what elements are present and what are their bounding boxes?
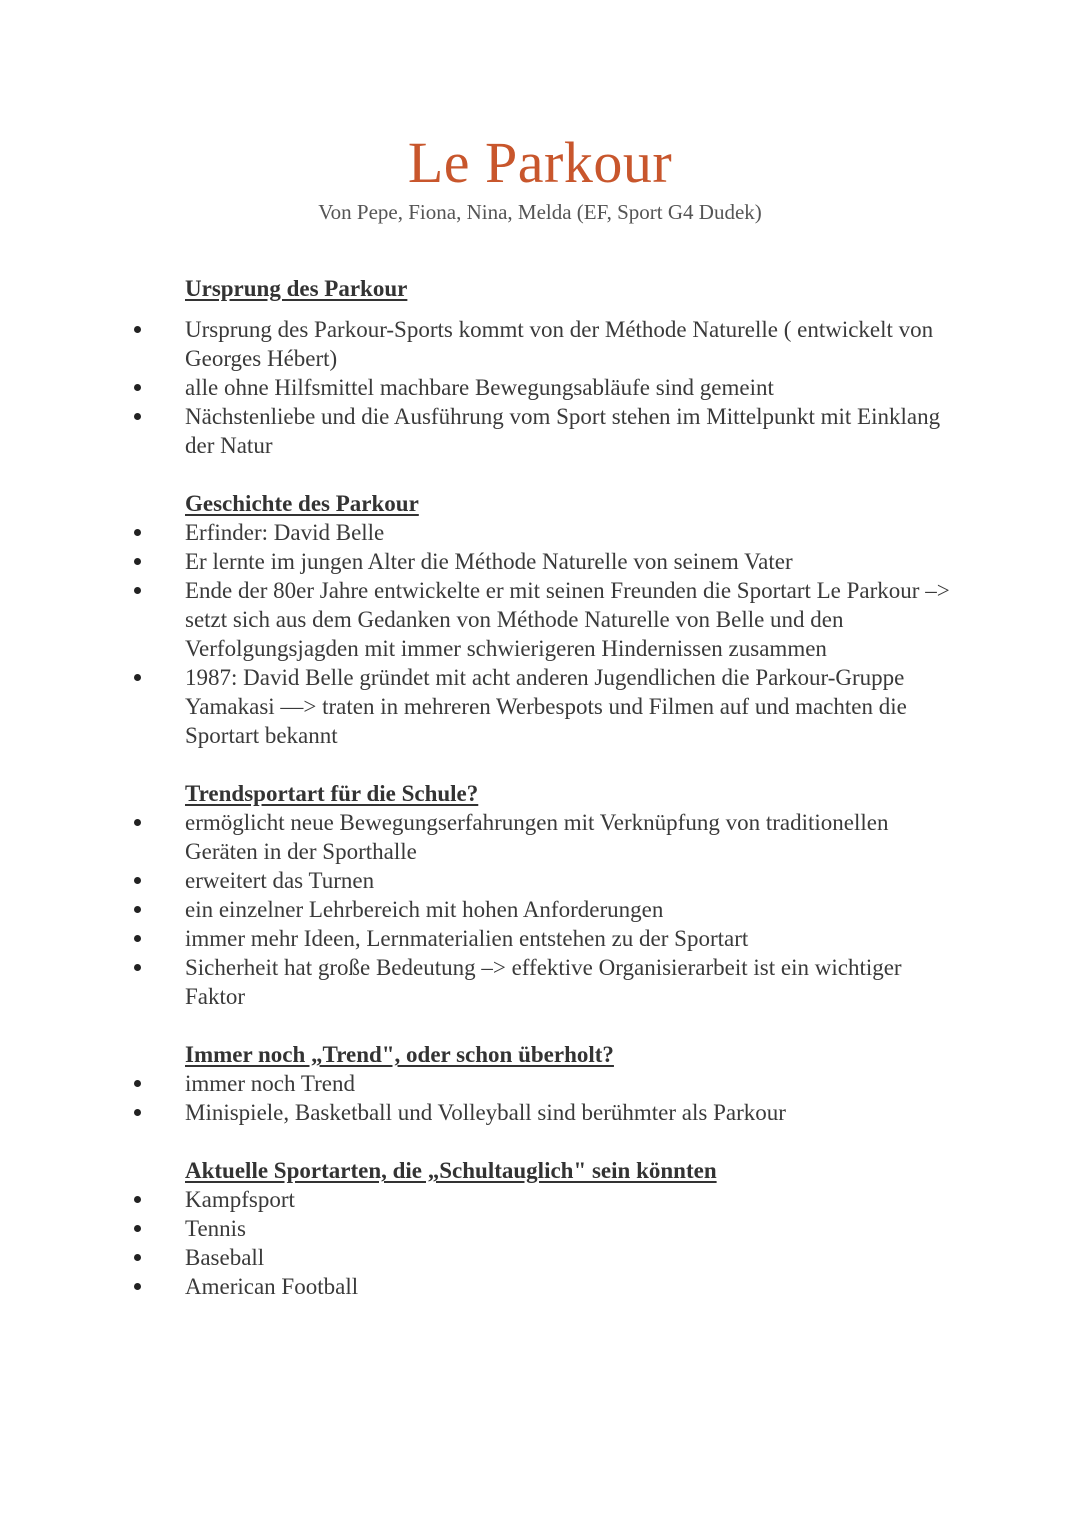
list-item-text: Ende der 80er Jahre entwickelte er mit seinen Freunden die Sportart Le Parkour –> setzt sich aus dem Gedanken von Méthode Naturelle von Belle und den Verfolgungsjagden mit immer schwierigeren Hindernissen zusammen [185, 578, 950, 661]
list-item-text: Erfinder: David Belle [185, 520, 385, 545]
bullet-icon [134, 877, 141, 884]
section-ursprung [0, 274, 1080, 460]
list-item-text: ermöglicht neue Bewegungserfahrungen mit Verknüpfung von traditionellen Geräten in der Sporthalle [185, 810, 889, 864]
list-item [0, 953, 1080, 1011]
section-trendsportart [0, 779, 1080, 1011]
bullet-icon [134, 558, 141, 565]
bullet-icon [134, 384, 141, 391]
list-item [0, 1214, 1080, 1243]
list-item [0, 663, 1080, 750]
list-item-text: alle ohne Hilfsmittel machbare Bewegungsabläufe sind gemeint [185, 375, 774, 400]
list-item [0, 518, 1080, 547]
list-item [0, 1069, 1080, 1098]
list-item-text: ein einzelner Lehrbereich mit hohen Anforderungen [185, 897, 664, 922]
list-item-text: Minispiele, Basketball und Volleyball sind berühmter als Parkour [185, 1100, 786, 1125]
section-aktuelle-sportarten [0, 1156, 1080, 1301]
bullet-list [0, 315, 1080, 460]
list-item-text: Er lernte im jungen Alter die Méthode Naturelle von seinem Vater [185, 549, 793, 574]
section-immer-noch-trend [0, 1040, 1080, 1127]
list-item-text: 1987: David Belle gründet mit acht anderen Jugendlichen die Parkour-Gruppe Yamakasi —> traten in mehreren Werbespots und Filmen auf und machten die Sportart bekannt [185, 665, 907, 748]
list-item [0, 1272, 1080, 1301]
list-item-text: Baseball [185, 1245, 265, 1270]
list-item-text: Ursprung des Parkour-Sports kommt von der Méthode Naturelle ( entwickelt von Georges Hébert) [185, 317, 934, 371]
bullet-icon [134, 1283, 141, 1290]
list-item [0, 402, 1080, 460]
section-geschichte [0, 489, 1080, 750]
list-item-text: American Football [185, 1274, 359, 1299]
bullet-icon [134, 529, 141, 536]
bullet-icon [134, 674, 141, 681]
list-item [0, 315, 1080, 373]
bullet-list [0, 1185, 1080, 1301]
list-item [0, 1185, 1080, 1214]
bullet-icon [134, 935, 141, 942]
bullet-list [0, 1069, 1080, 1127]
bullet-icon [134, 587, 141, 594]
section-heading: Trendsportart für die Schule? [185, 781, 479, 806]
list-item-text: Nächstenliebe und die Ausführung vom Sport stehen im Mittelpunkt mit Einklang der Natur [185, 404, 941, 458]
section-heading: Geschichte des Parkour [185, 491, 419, 516]
page-title: Le Parkour [407, 130, 673, 195]
bullet-icon [134, 1080, 141, 1087]
list-item-text: immer noch Trend [185, 1071, 355, 1096]
list-item [0, 1243, 1080, 1272]
bullet-icon [134, 1109, 141, 1116]
list-item-text: Tennis [185, 1216, 246, 1241]
page-subtitle: Von Pepe, Fiona, Nina, Melda (EF, Sport G4 Dudek) [318, 200, 762, 224]
section-heading: Aktuelle Sportarten, die „Schultauglich" sein könnten [185, 1158, 717, 1183]
list-item-text: Kampfsport [185, 1187, 295, 1212]
list-item [0, 1098, 1080, 1127]
list-item [0, 924, 1080, 953]
list-item-text: erweitert das Turnen [185, 868, 375, 893]
bullet-list [0, 518, 1080, 750]
list-item [0, 547, 1080, 576]
bullet-list [0, 808, 1080, 1011]
bullet-icon [134, 1254, 141, 1261]
list-item-text: Sicherheit hat große Bedeutung –> effektive Organisierarbeit ist ein wichtiger Faktor [185, 955, 902, 1009]
list-item [0, 576, 1080, 663]
list-item [0, 866, 1080, 895]
section-heading: Ursprung des Parkour [185, 276, 408, 301]
bullet-icon [134, 1225, 141, 1232]
list-item-text: immer mehr Ideen, Lernmaterialien entstehen zu der Sportart [185, 926, 749, 951]
bullet-icon [134, 413, 141, 420]
bullet-icon [134, 326, 141, 333]
bullet-icon [134, 906, 141, 913]
document-content [0, 274, 1080, 1330]
bullet-icon [134, 1196, 141, 1203]
list-item [0, 373, 1080, 402]
heading-spacer [0, 303, 1080, 315]
list-item [0, 808, 1080, 866]
bullet-icon [134, 964, 141, 971]
list-item [0, 895, 1080, 924]
section-heading: Immer noch „Trend", oder schon überholt? [185, 1042, 614, 1067]
bullet-icon [134, 819, 141, 826]
